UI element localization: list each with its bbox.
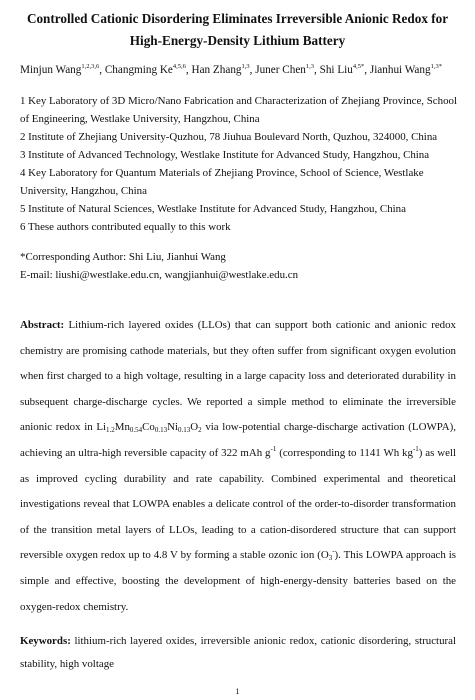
author-affil-marks: 4,5,6: [172, 63, 186, 70]
paper-title: [20, 8, 455, 52]
author-affil-marks: 1,3*: [430, 63, 442, 70]
abstract-paragraph: [20, 313, 456, 620]
formula-ni-subscript: 0.13: [178, 426, 191, 435]
abstract-text-1: Lithium-rich layered oxides (LLOs) that can support both cationic and anionic redox chemistry are promising cathode materials, but they often suffer from significant oxygen evolution when first charged to a high voltage, resulting in a large capacity loss and deteriorated durability in subsequent charge-discharge cycles. We reported a simple method to eliminate the irreversible anionic redox in Li: [20, 319, 456, 434]
formula-o: O: [190, 421, 199, 434]
corresponding-author-line: *Corresponding Author: Shi Liu, Jianhui Wang: [20, 251, 226, 263]
affiliation-item: 5 Institute of Natural Sciences, Westlake Institute for Advanced Study, Hangzhou, China: [20, 203, 406, 215]
corresponding-email-line: E-mail: liushi@westlake.edu.cn, wangjianhui@westlake.edu.cn: [20, 269, 299, 281]
formula-o-subscript: 2: [198, 426, 202, 435]
formula-co-subscript: 0.13: [154, 426, 168, 435]
unit-superscript: -1: [270, 444, 277, 453]
author-name: Minjun Wang: [20, 64, 82, 76]
keywords-text: lithium-rich layered oxides, irreversible anionic redox, cationic disordering, structural stability, high voltage: [20, 635, 456, 670]
author-affil-marks: 4,5*: [352, 63, 365, 70]
affiliation-item: 1 Key Laboratory of 3D Micro/Nano Fabrication and Characterization of Zhejiang Province, School of Engineering, Westlake University, Hangzhou, China: [20, 95, 458, 125]
page-number: 1: [235, 686, 240, 696]
author-name: Changming Ke: [104, 64, 173, 76]
author-name: Shi Liu: [319, 64, 353, 76]
affiliation-list: [20, 92, 460, 236]
affiliation-item: 6 These authors contributed equally to this work: [20, 221, 231, 233]
abstract-text-5: ). This LOWPA approach is simple and effective, boosting the development of high-energy-density batteries based on the oxygen-redox chemistry.: [20, 549, 456, 613]
abstract-label: Abstract:: [20, 319, 65, 331]
affiliation-item: 3 Institute of Advanced Technology, Westlake Institute for Advanced Study, Hangzhou, China: [20, 149, 430, 161]
abstract-text-4: ) as well as improved cycling durability and rate capability. Combined experimental and theoretical investigations reveal that LOWPA enables a delicate control of the order-to-disorder transformation of the transition metal layers of LLOs, leading to a cation-disordered structure that can support reversible oxygen redox up to 4.8 V by forming a stable ozonic ion (O: [20, 446, 457, 562]
corresponding-author-block: [20, 248, 460, 284]
keywords-label: Keywords:: [20, 635, 71, 647]
ozonic-subscript: 3: [328, 554, 333, 563]
title-line-1: Controlled Cationic Disordering Eliminates Irreversible Anionic Redox for: [26, 11, 449, 26]
formula-mn: Mn: [114, 421, 130, 434]
formula-mn-subscript: 0.54: [129, 426, 143, 435]
affiliation-item: 2 Institute of Zhejiang University-Quzhou, 78 Jiuhua Boulevard North, Quzhou, 324000, China: [20, 131, 438, 143]
author-list: Minjun Wang$^{1,2,3,6}$, Changming Ke$^{4,5,6}$, Han Zhang$^{1,3}$, Juner Chen$^{1,3}$, Shi Liu$^{4,5*}$, Jianhui Wang$^{1,3*}$: [20, 63, 442, 76]
formula-li-subscript: 1.2: [106, 426, 115, 435]
abstract-text-3: (corresponding to 1141 Wh kg: [276, 446, 413, 459]
author-affil-marks: 1,2,3,6: [81, 63, 100, 70]
author-affil-marks: 1,3: [241, 63, 250, 70]
author-name: Juner Chen: [255, 64, 306, 76]
affiliation-item: 4 Key Laboratory for Quantum Materials of Zhejiang Province, School of Science, Westlake University, Hangzhou, China: [20, 167, 424, 197]
unit-superscript: -1: [412, 444, 419, 453]
author-name: Han Zhang: [191, 64, 242, 76]
keywords-paragraph: [20, 630, 456, 676]
author-name: Jianhui Wang: [369, 64, 431, 76]
title-line-2: High-Energy-Density Lithium Battery: [129, 33, 346, 48]
ozonic-superscript: -: [332, 547, 335, 556]
abstract-text-2: via low-potential charge-discharge activation (LOWPA), achieving an ultra-high reversible capacity of 322 mAh g: [20, 421, 456, 459]
formula-ni: Ni: [167, 421, 179, 434]
author-affil-marks: 1,3: [305, 63, 315, 70]
formula-co: Co: [142, 421, 155, 434]
